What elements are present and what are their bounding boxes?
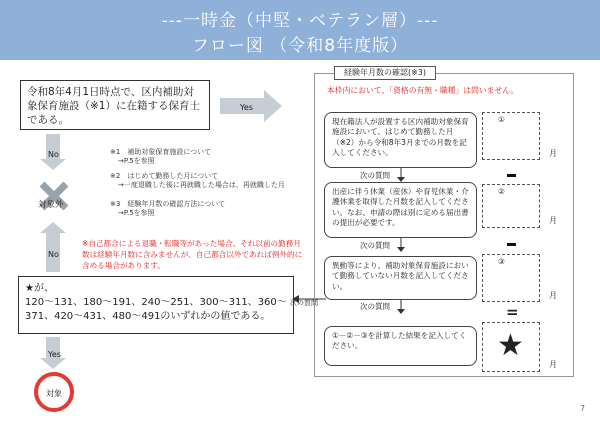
no-arrow-up bbox=[40, 222, 66, 272]
page-number: 7 bbox=[580, 404, 586, 413]
next-question-3: 次の質問 bbox=[360, 302, 390, 311]
question-4-text: ①－②－③を計算した結果を記入してください。 bbox=[332, 331, 467, 351]
equals-sign: = bbox=[506, 303, 519, 321]
question-3-box bbox=[324, 256, 477, 300]
start-condition-box bbox=[20, 80, 210, 130]
answer-2-number: ② bbox=[498, 187, 505, 196]
target-label: 対象 bbox=[46, 389, 62, 398]
arrow-q1-q2 bbox=[396, 168, 406, 182]
question-2-text: 出産に伴う休業（産休）や育児休業・介護休業を取得した月数を記入してください。なお、申請の際は別に定める届出書の提出が必要です。 bbox=[332, 187, 469, 227]
note-2 bbox=[110, 172, 285, 190]
note-1 bbox=[110, 148, 211, 166]
note-1-head: ※1 補助対象保育施設について bbox=[110, 148, 212, 156]
question-2-box bbox=[324, 182, 477, 238]
month-unit-1: 月 bbox=[549, 149, 557, 158]
arrow-q3-q4 bbox=[396, 300, 406, 314]
next-question-1: 次の質問 bbox=[360, 171, 390, 180]
title-line-1: ---一時金（中堅・ベテラン層）--- bbox=[161, 11, 439, 31]
no-label-mid: No bbox=[48, 250, 59, 259]
answer-box-2[interactable] bbox=[482, 184, 540, 228]
title-line-2: フロー図 （令和8年度版） bbox=[191, 36, 409, 56]
next-question-left-label: 次の質問 bbox=[290, 299, 318, 307]
star-icon: ★ bbox=[497, 328, 524, 363]
no-label-top: No bbox=[48, 150, 59, 159]
self-resignation-note: ※自己都合による退職・転職等があった場合、それ以前の勤務月数は経験年月数に含みませんが、自己都合以外であれば例外的に含める場合があります。 bbox=[82, 239, 303, 270]
answer-box-1[interactable] bbox=[482, 112, 540, 160]
question-4-box bbox=[324, 326, 477, 366]
value-condition-box bbox=[18, 276, 294, 334]
note-2-sub: →一度退職した後に再就職した場合は、再就職した月 bbox=[118, 181, 285, 190]
value-condition-text: ★が、 120～131、180～191、240～251、300～311、360～371、420～431、480～491のいずれかの値である。 bbox=[25, 283, 287, 323]
arrow-q2-q3 bbox=[396, 238, 406, 252]
frame-red-note: 本枠内において、「資格の有無・職種」は問いません。 bbox=[327, 86, 519, 95]
next-question-2: 次の質問 bbox=[360, 241, 390, 250]
title-banner bbox=[0, 0, 600, 60]
month-unit-4: 月 bbox=[549, 360, 557, 369]
minus-sign-2 bbox=[507, 243, 516, 246]
experience-check-title: 経験年月数の確認(※3) bbox=[334, 66, 436, 80]
note-3-head: ※3 経験年月数の確認方法について bbox=[110, 200, 226, 208]
target-circle bbox=[34, 372, 74, 412]
note-3-sub: →P.5を参照 bbox=[118, 209, 155, 218]
minus-sign-1 bbox=[507, 174, 516, 177]
excluded-label: 対象外 bbox=[38, 200, 64, 210]
start-condition-text: 令和8年4月1日時点で、区内補助対象保育施設（※1）に在籍する保育士である。 bbox=[27, 86, 200, 127]
question-3-text: 異動等により、補助対象保育施設において勤務していない月数を記入してください。 bbox=[332, 261, 469, 291]
note-3 bbox=[110, 200, 225, 218]
month-unit-2: 月 bbox=[549, 216, 557, 225]
answer-1-number: ① bbox=[498, 115, 505, 124]
yes-label-top: Yes bbox=[240, 103, 253, 112]
month-unit-3: 月 bbox=[549, 291, 557, 300]
answer-box-4[interactable] bbox=[482, 322, 540, 372]
question-1-text: 現在籍法人が設置する区内補助対象保育施設において、はじめて勤務した月（※2）から令和8年3月までの月数を記入してください。 bbox=[332, 117, 469, 157]
note-2-head: ※2 はじめて勤務した月について bbox=[110, 172, 219, 180]
answer-box-3[interactable] bbox=[482, 254, 540, 302]
note-1-sub: →P.5を参照 bbox=[118, 157, 155, 166]
yes-label-bottom: Yes bbox=[48, 350, 61, 359]
question-1-box bbox=[324, 112, 477, 168]
answer-3-number: ③ bbox=[498, 257, 505, 266]
